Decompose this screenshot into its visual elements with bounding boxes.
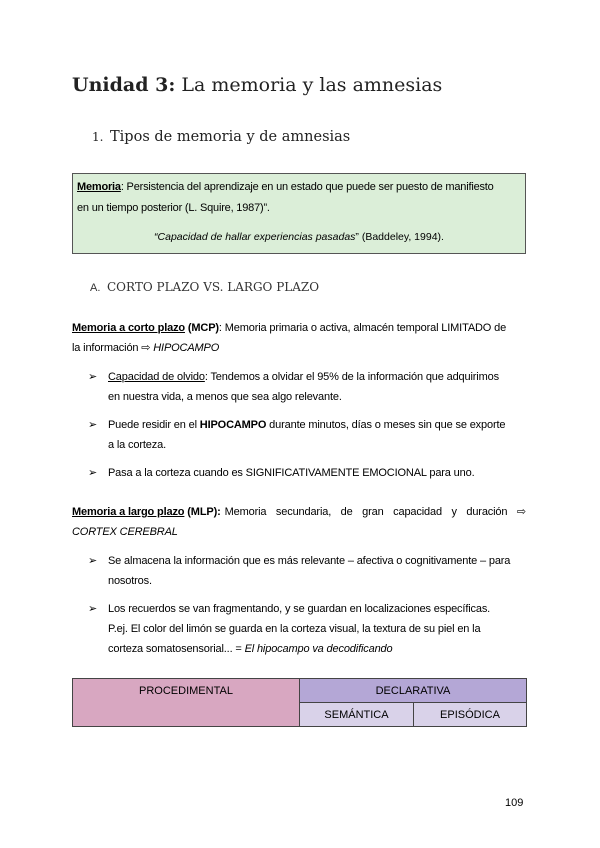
mcp-text-1: : Memoria primaria o activa, almacén temporal LIMITADO de (218, 322, 507, 334)
list-item (88, 551, 526, 591)
definition-quote (73, 231, 525, 243)
page-title (72, 74, 442, 96)
bullet-text: : Tendemos a olvidar el 95% de la información que adquirimos (204, 371, 499, 383)
bullet-text-2: en nuestra vida, a menos que sea algo relevante. (108, 391, 342, 403)
bullet-text-rest: durante minutos, días o meses sin que se exporte (266, 419, 506, 431)
cell-declarativa: DECLARATIVA (300, 679, 527, 703)
definition-line-1 (77, 181, 494, 193)
bullet-text-2: P.ej. El color del limón se guarda en la corteza visual, la textura de su piel en la (108, 623, 481, 635)
mcp-abbr: (MCP) (184, 322, 219, 334)
mlp-text-1: Memoria secundaria, de gran capacidad y duración ⇨ (224, 506, 526, 518)
bullet-text-2: a la corteza. (108, 439, 166, 451)
list-item (88, 367, 526, 407)
quote-citation: ” (Baddeley, 1994). (355, 231, 444, 243)
mcp-text-2: la información ⇨ (72, 342, 154, 354)
mcp-paragraph (72, 318, 526, 358)
section-heading (92, 129, 350, 145)
cell-procedimental: PROCEDIMENTAL (73, 679, 300, 727)
mlp-abbr: (MLP): (184, 506, 221, 518)
bullet-italic: El hipocampo va decodificando (244, 643, 393, 655)
bullet-text: Los recuerdos se van fragmentando, y se guardan en localizaciones específicas. (108, 603, 491, 615)
bullet-text: Se almacena la información que es más relevante – afectiva o cognitivamente – para (108, 555, 511, 567)
list-item (88, 599, 526, 659)
title-unit: Unidad 3: (72, 74, 176, 96)
cell-episodica: EPISÓDICA (414, 703, 527, 727)
subsection-text: CORTO PLAZO VS. LARGO PLAZO (107, 280, 320, 294)
list-item (88, 463, 526, 483)
bullet-arrow-icon: ➢ (88, 371, 98, 383)
subsection-heading (90, 280, 319, 294)
bullet-bold: HIPOCAMPO (199, 419, 267, 431)
definition-term: Memoria (77, 181, 121, 193)
cell-semantica: SEMÁNTICA (300, 703, 414, 727)
definition-text: : Persistencia del aprendizaje en un estado que puede ser puesto de manifiesto (120, 181, 494, 193)
bullet-arrow-icon: ➢ (88, 555, 98, 567)
bullet-arrow-icon: ➢ (88, 419, 98, 431)
bullet-arrow-icon: ➢ (88, 467, 98, 479)
list-item (88, 415, 526, 455)
bullet-text: Pasa a la corteza cuando es SIGNIFICATIVAMENTE EMOCIONAL para uno. (108, 467, 475, 479)
section-text: Tipos de memoria y de amnesias (110, 129, 351, 145)
definition-line-2: en un tiempo posterior (L. Squire, 1987)”. (77, 202, 270, 214)
title-text: La memoria y las amnesias (175, 74, 443, 96)
mlp-term: Memoria a largo plazo (72, 506, 185, 518)
bullet-lead: Capacidad de olvido (108, 371, 205, 383)
mlp-paragraph (72, 502, 526, 542)
definition-box (72, 173, 526, 254)
subsection-letter: A. (90, 282, 101, 294)
section-number: 1. (92, 130, 104, 144)
page-number: 109 (505, 797, 524, 809)
mlp-cortex: CORTEX CEREBRAL (72, 526, 178, 538)
bullet-text-3: corteza somatosensorial... = (108, 643, 245, 655)
bullet-text-2: nosotros. (108, 575, 152, 587)
bullet-arrow-icon: ➢ (88, 603, 98, 615)
mcp-term: Memoria a corto plazo (72, 322, 185, 334)
quote-text: “Capacidad de hallar experiencias pasadas (154, 231, 356, 243)
memory-types-table (72, 678, 527, 727)
bullet-text: Puede residir en el (108, 419, 200, 431)
mcp-hipocampo: HIPOCAMPO (153, 342, 220, 354)
